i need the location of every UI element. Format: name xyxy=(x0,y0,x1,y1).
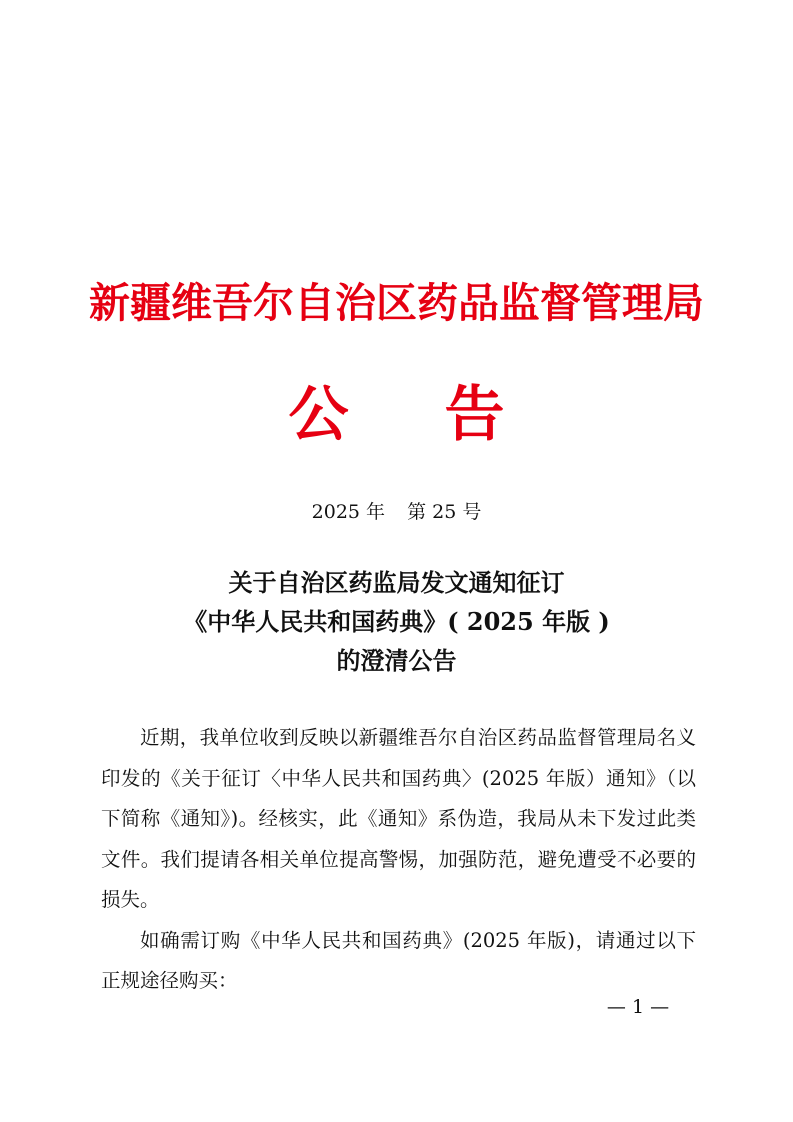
announcement-body xyxy=(101,718,696,1002)
document-type-char-2: 告 xyxy=(444,380,505,450)
document-year: 2025 年 xyxy=(311,501,386,523)
title-line-1: 关于自治区药监局发文通知征订 xyxy=(228,568,565,597)
announcement-title xyxy=(0,563,793,680)
page-number: — 1 — xyxy=(606,996,670,1018)
title-line-3: 的澄清公告 xyxy=(336,646,457,675)
body-paragraph-2: 如确需订购《中华人民共和国药典》(2025 年版)，请通过以下正规途径购买： xyxy=(101,928,696,992)
body-paragraph-1: 近期，我单位收到反映以新疆维吾尔自治区药品监督管理局名义印发的《关于征订〈中华人民共和国药典〉(2025 年版）通知》（以下简称《通知》)。经核实，此《通知》系伪造，我局从未下发过此类文件。我们提请各相关单位提高警惕，加强防范，避免遭受不必要的损失。 xyxy=(101,726,696,911)
title-line-2: 《中华人民共和国药典》( 2025 年版 ) xyxy=(183,607,610,636)
document-number xyxy=(0,497,793,524)
document-serial: 第 25 号 xyxy=(407,501,482,523)
issuing-organization: 新疆维吾尔自治区药品监督管理局 xyxy=(89,279,704,327)
document-type-heading xyxy=(0,367,793,453)
document-type-char-1: 公 xyxy=(288,380,349,450)
